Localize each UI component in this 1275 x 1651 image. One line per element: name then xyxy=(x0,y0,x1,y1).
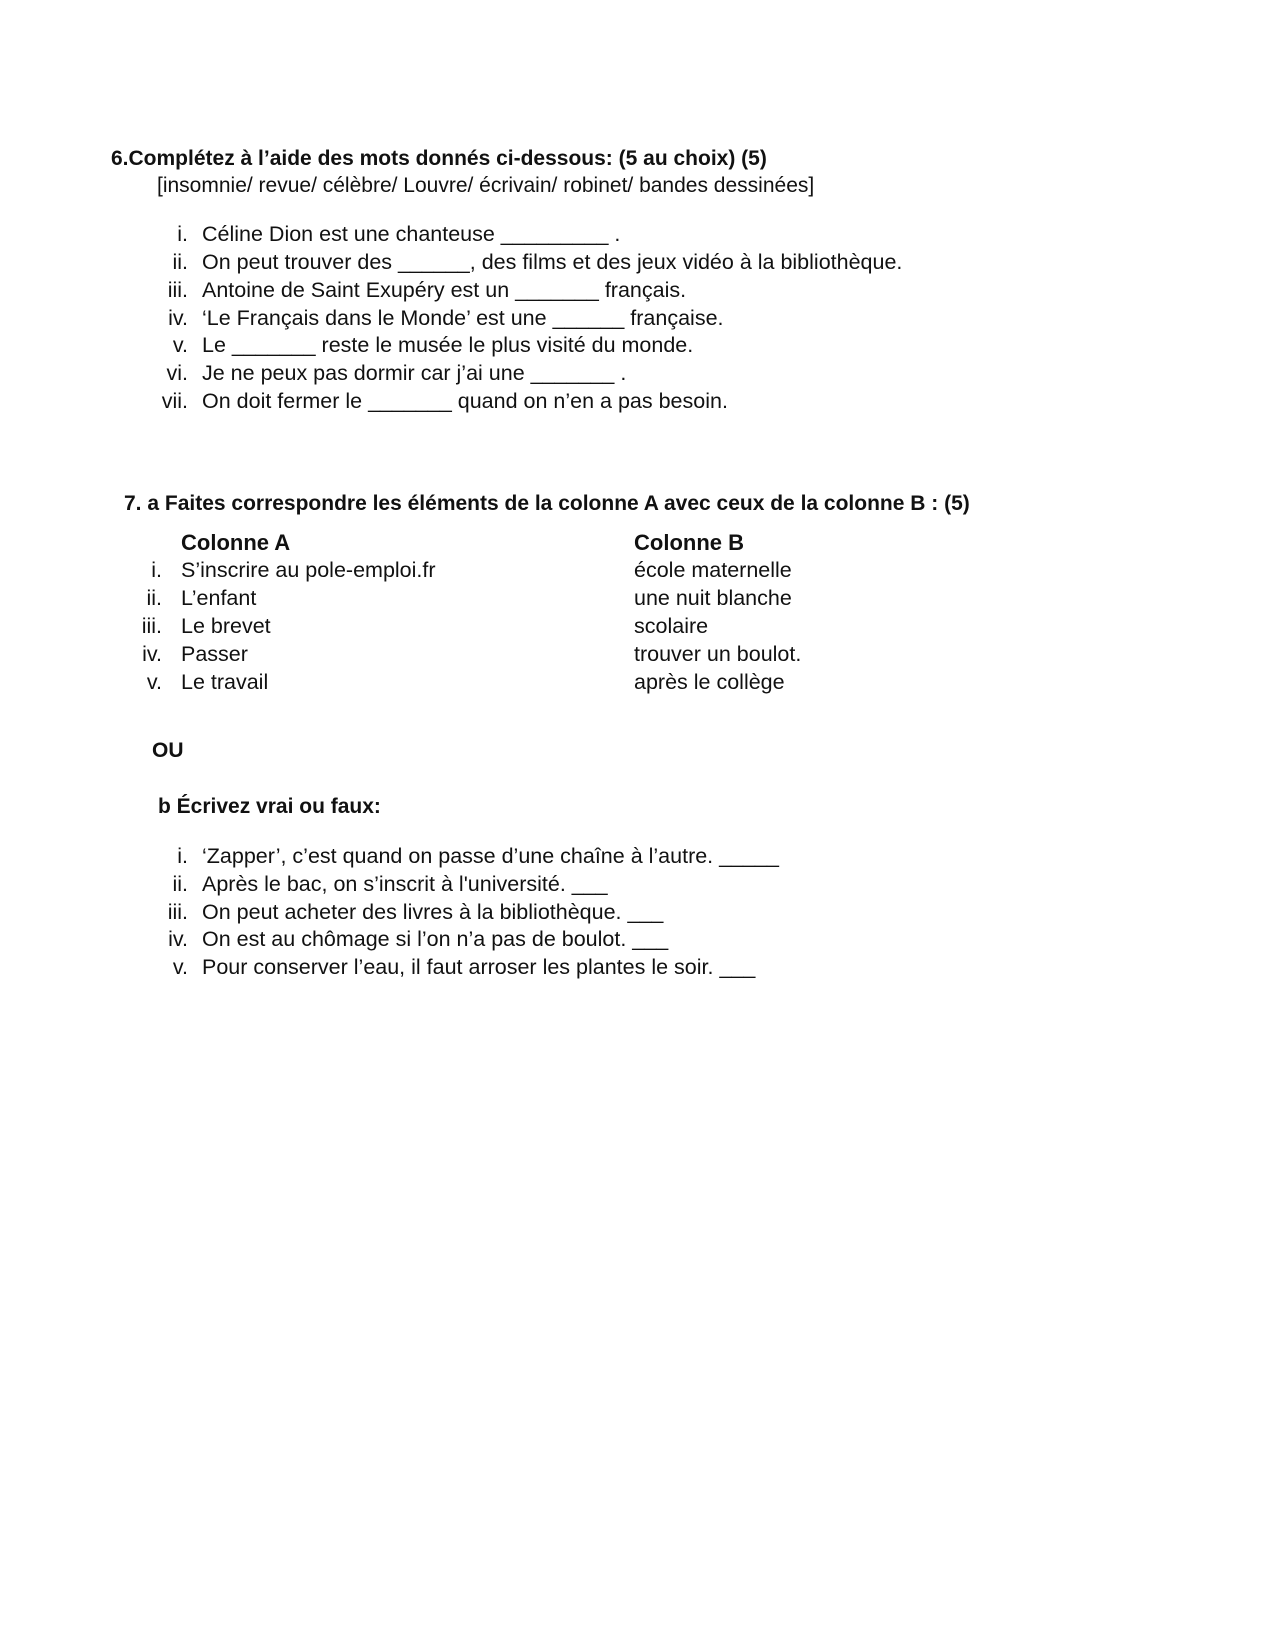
column-a-cell: Passer xyxy=(181,642,248,666)
item-text: Pour conserver l’eau, il faut arroser les plantes le soir. ___ xyxy=(202,955,756,979)
item-number: ii. xyxy=(172,872,188,896)
item-number: i. xyxy=(177,844,188,868)
item-number: vii. xyxy=(161,389,188,413)
column-b-cell: après le collège xyxy=(634,670,785,694)
row-number: iv. xyxy=(142,642,162,666)
q6-title: 6.Complétez à l’aide des mots donnés ci-dessous: (5 au choix) (5) xyxy=(111,147,767,170)
column-a-header: Colonne A xyxy=(181,530,291,555)
column-b-cell: école maternelle xyxy=(634,558,792,582)
q6-word-bank: [insomnie/ revue/ célèbre/ Louvre/ écrivain/ robinet/ bandes dessinées] xyxy=(157,174,815,197)
item-text: On peut acheter des livres à la bibliothèque. ___ xyxy=(202,900,664,924)
column-b-header: Colonne B xyxy=(634,530,744,555)
column-a-cell: Le travail xyxy=(181,670,269,694)
item-text: Après le bac, on s’inscrit à l'université. ___ xyxy=(202,872,608,896)
row-number: ii. xyxy=(146,586,162,610)
item-text: Je ne peux pas dormir car j’ai une _______ . xyxy=(202,361,627,385)
item-number: iv. xyxy=(168,306,188,330)
column-a-cell: L’enfant xyxy=(181,586,257,610)
item-text: ‘Le Français dans le Monde’ est une ______ française. xyxy=(202,306,724,330)
row-number: iii. xyxy=(141,614,162,638)
item-number: ii. xyxy=(172,250,188,274)
item-text: On doit fermer le _______ quand on n’en a pas besoin. xyxy=(202,389,728,413)
item-text: Céline Dion est une chanteuse _________ . xyxy=(202,222,621,246)
item-text: Le _______ reste le musée le plus visité du monde. xyxy=(202,333,694,357)
q7b-title: b Écrivez vrai ou faux: xyxy=(158,795,381,818)
item-number: vi. xyxy=(166,361,188,385)
q7-title: 7. a Faites correspondre les éléments de la colonne A avec ceux de la colonne B : (5) xyxy=(124,492,970,515)
item-number: iii. xyxy=(167,278,188,302)
column-b-cell: scolaire xyxy=(634,614,709,638)
or-label: OU xyxy=(152,739,184,762)
column-b-cell: une nuit blanche xyxy=(634,586,792,610)
row-number: v. xyxy=(146,670,162,694)
row-number: i. xyxy=(151,558,162,582)
item-number: iii. xyxy=(167,900,188,924)
item-text: Antoine de Saint Exupéry est un _______ français. xyxy=(202,278,687,302)
column-b-cell: trouver un boulot. xyxy=(634,642,802,666)
item-number: i. xyxy=(177,222,188,246)
item-number: iv. xyxy=(168,927,188,951)
column-a-cell: Le brevet xyxy=(181,614,271,638)
item-text: On est au chômage si l’on n’a pas de boulot. ___ xyxy=(202,927,669,951)
item-text: On peut trouver des ______, des films et des jeux vidéo à la bibliothèque. xyxy=(202,250,903,274)
item-number: v. xyxy=(172,333,188,357)
column-a-cell: S’inscrire au pole-emploi.fr xyxy=(181,558,436,582)
item-number: v. xyxy=(172,955,188,979)
item-text: ‘Zapper’, c’est quand on passe d’une chaîne à l’autre. _____ xyxy=(202,844,779,868)
